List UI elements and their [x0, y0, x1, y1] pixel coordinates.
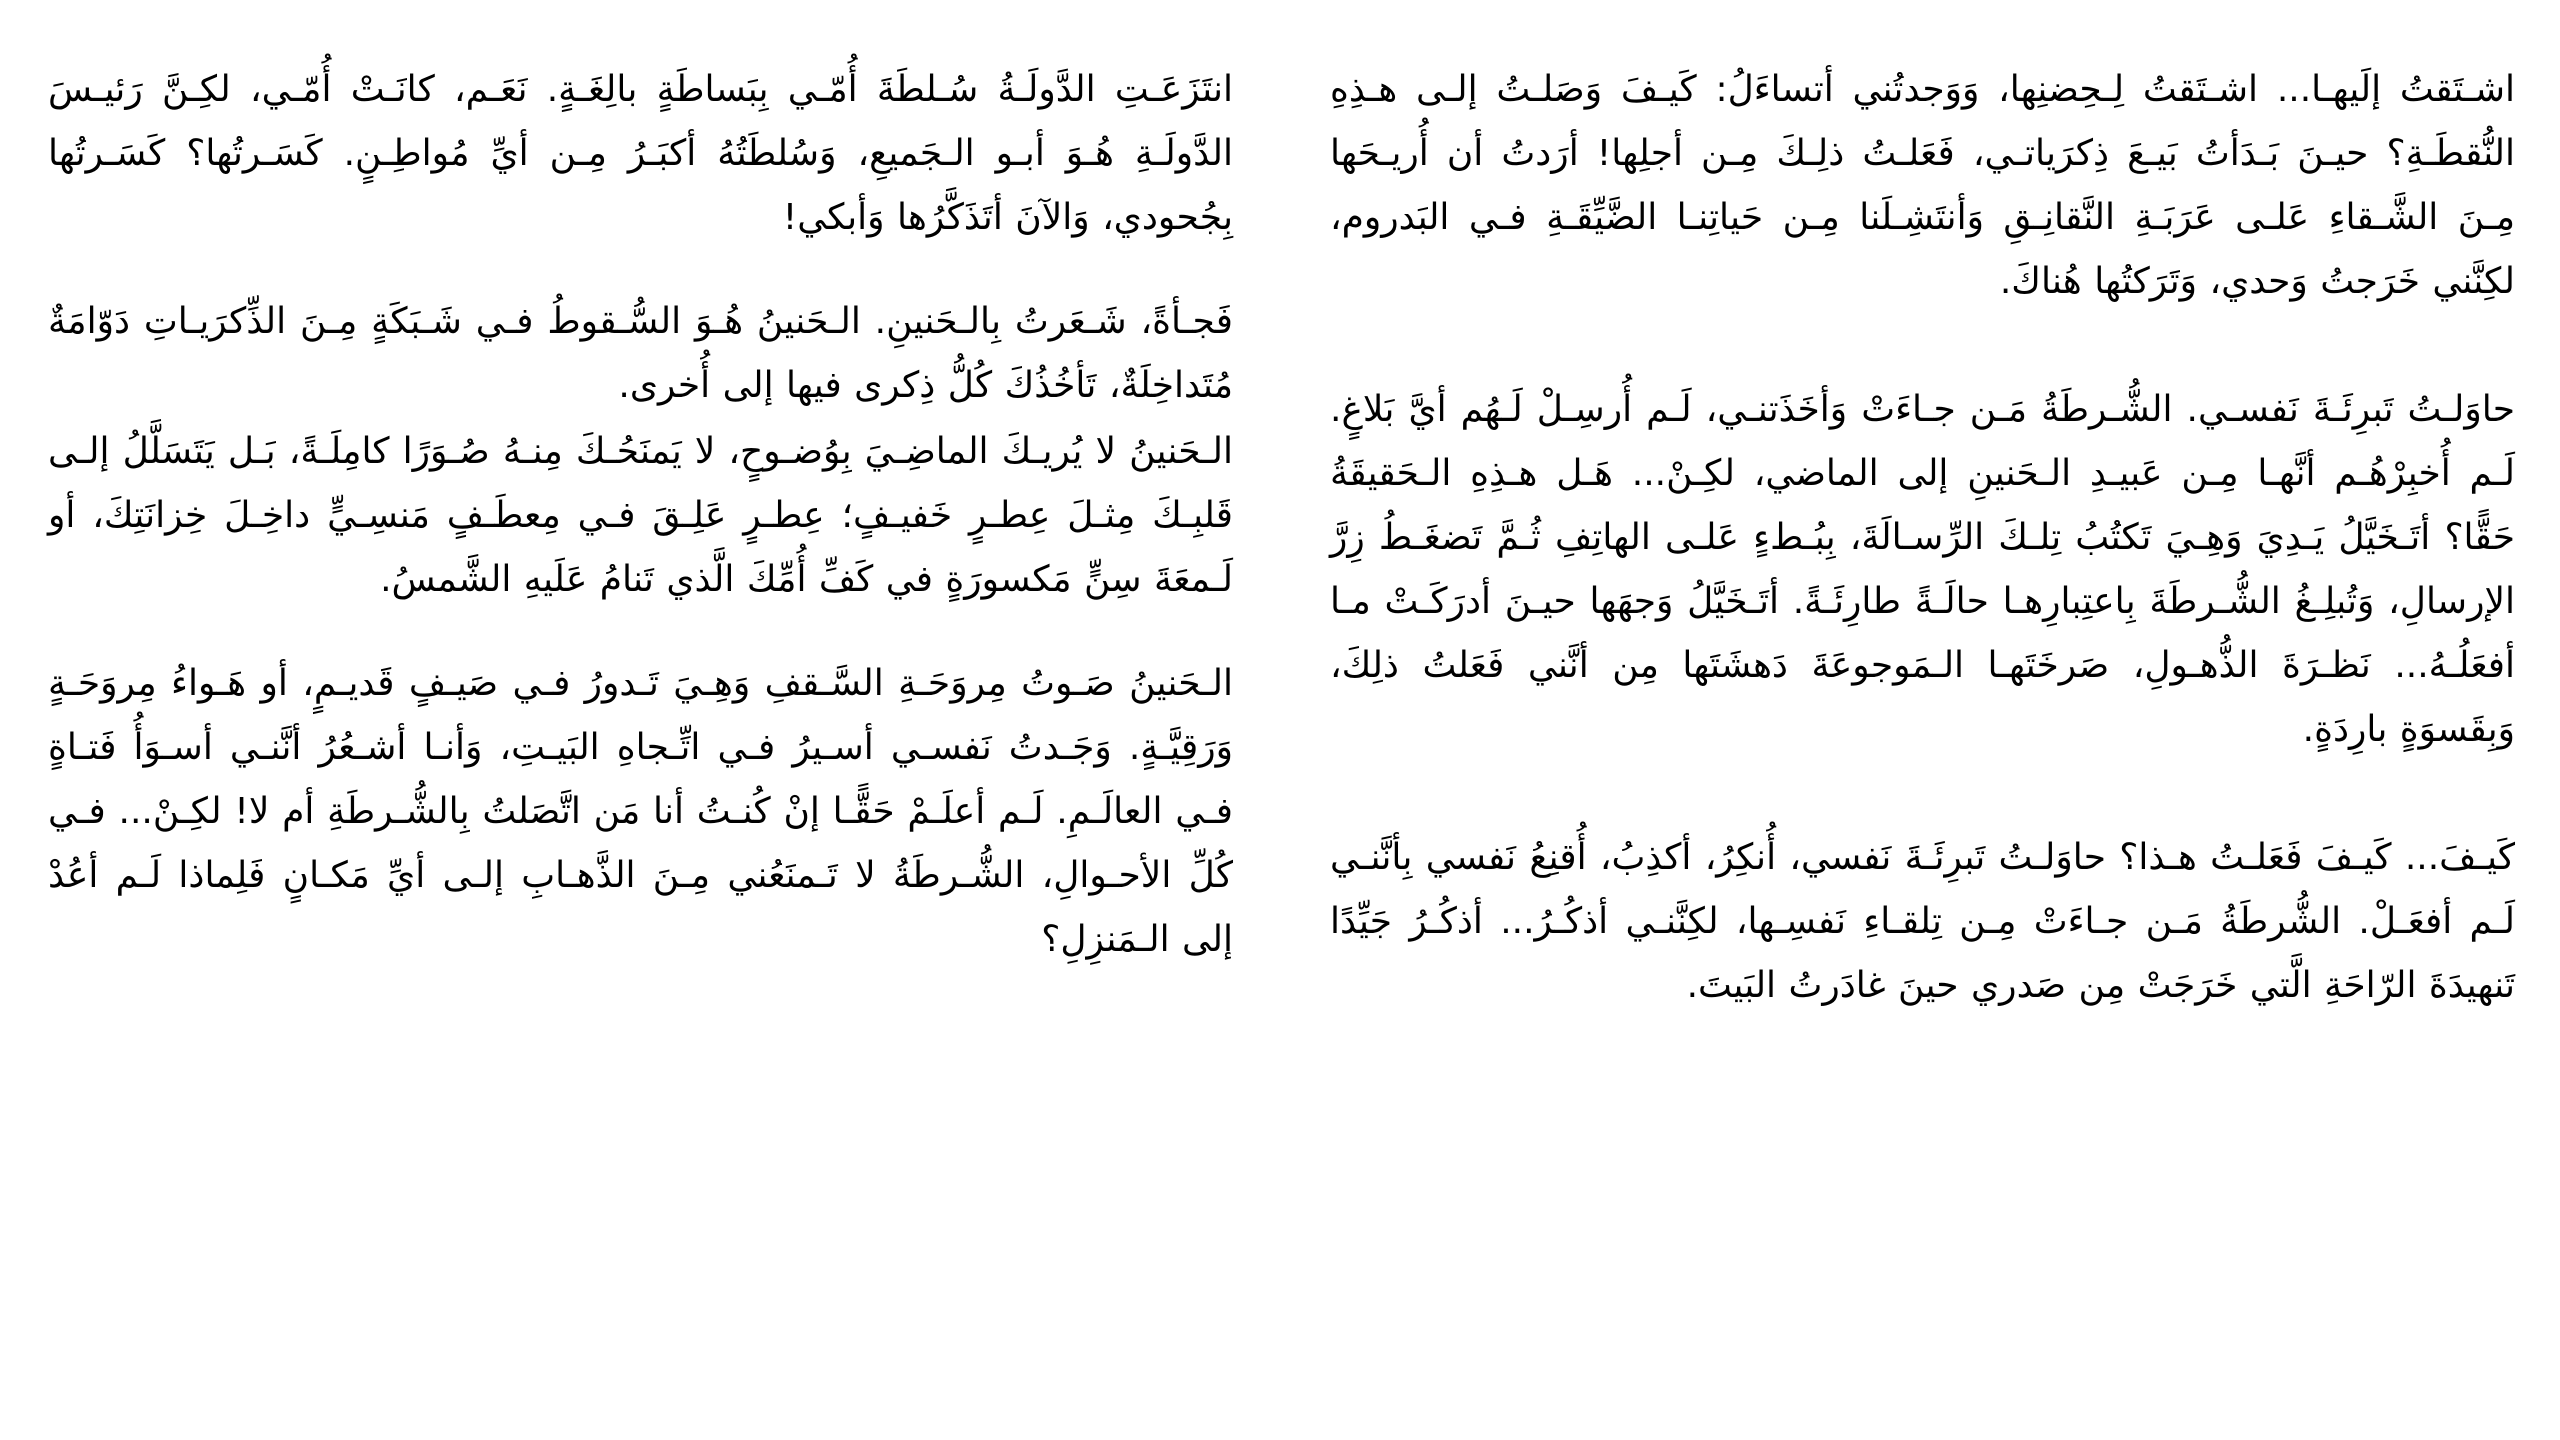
- left-page: [48, 58, 1233, 972]
- right-page: [1330, 58, 2515, 1018]
- paragraph: حاوَلـتُ تَبرِئَـةَ نَفسـي. الشُّـرطَةُ مَـن جـاءَتْ وَأخَذَتنـي، لَـم أُرسِـلْ لَـهُم أيَّ بَلاغٍ. لَـم أُخبِرْهُـم أنَّهـا مِـن عَبيـدِ الـحَنينِ إلى الماضي، لكِـنْ... هَـل هـذِهِ الـحَقيقَةُ حَقًّا؟ أتَـخَيَّلُ يَـدِيَ وَهِـيَ تَكتُبُ تِلـكَ الرِّسـالَةَ، بِبُـطءٍ عَلـى الهاتِفِ ثُـمَّ تَضغَـطُ زِرَّ الإرسالِ، وَتُبلِـغُ الشُّـرطَةَ بِاعتِبارِهـا حالَـةً طارِئَـةً. أتَـخَيَّلُ وَجهَها حيـنَ أدرَكَـتْ مـا أفعَلُـهُ... نَظـرَةَ الذُّهـولِ، صَرخَتَهـا الـمَوجوعَةَ دَهشَتَها مِن أنَّني فَعَلتُ ذلِكَ، وَبِقَسوَةٍ بارِدَةٍ.: [1330, 389, 2515, 750]
- paragraph: اشـتَقتُ إلَيهـا... اشـتَقتُ لِـحِضنِها، وَوَجدتُني أتساءَلُ: كَيـفَ وَصَلـتُ إلـى هـذِهِ النُّقطَـةِ؟ حيـنَ بَـدَأتُ بَيـعَ ذِكرَياتـي، فَعَلـتُ ذلِـكَ مِـن أجلِها! أرَدتُ أن أُريـحَها مِـنَ الشَّـقاءِ عَلـى عَرَبَـةِ النَّقانِـقِ وَأنتَشِـلَنا مِـن حَياتِنـا الضَّيِّقَـةِ فـي البَدروم، لكِنَّني خَرَجتُ وَحدي، وَتَرَكتُها هُناكَ.: [1330, 69, 2515, 302]
- paragraph: انتَزَعَـتِ الدَّولَـةُ سُـلطَةَ أُمّـي بِبَساطَةٍ بالِغَـةٍ. نَعَـم، كانَـتْ أُمّـي، لكِـنَّ رَئيـسَ الدَّولَـةِ هُـوَ أبـو الـجَميعِ، وَسُلطَتُهُ أكبَـرُ مِـن أيِّ مُواطِـنٍ. كَسَـرتُها؟ كَسَـرتُها بِجُحودي، وَالآنَ أتَذَكَّرُها وَأبكي!: [48, 69, 1233, 238]
- paragraph: فَجـأةً، شَـعَرتُ بِالـحَنينِ. الـحَنينُ هُـوَ السُّـقوطُ فـي شَـبَكَةٍ مِـنَ الذِّكرَيـاتِ دَوّامَةٌ مُتَداخِلَةٌ، تَأخُذُكَ كُلُّ ذِكرى فيها إلى أُخرى.: [48, 301, 1233, 406]
- paragraph: الـحَنينُ لا يُريـكَ الماضِـيَ بِوُضـوحٍ، لا يَمنَحُـكَ مِنـهُ صُـوَرًا كامِلَـةً، بَـل يَتَسَلَّلُ إلـى قَلبِـكَ مِثـلَ عِطـرٍ خَفيـفٍ؛ عِطـرٍ عَلِـقَ فـي مِعطَـفٍ مَنسِـيٍّ داخِـلَ خِزانَتِكَ، أو لَـمعَةَ سِنٍّ مَكسورَةٍ في كَفِّ أُمِّكَ الَّذي تَنامُ عَلَيهِ الشَّمسُ.: [48, 431, 1233, 600]
- paragraph: كَيـفَ... كَيـفَ فَعَلـتُ هـذا؟ حاوَلـتُ تَبرِئَـةَ نَفسي، أُنكِرُ، أكذِبُ، أُقنِعُ نَفسي بِأنَّنـي لَـم أفعَـلْ. الشُّرطَةُ مَـن جـاءَتْ مِـن تِلقـاءِ نَفسِـها، لكِنَّنـي أذكُـرُ... أذكُـرُ جَيِّدًا تَنهيدَةَ الرّاحَةِ الَّتي خَرَجَتْ مِن صَدري حينَ غادَرتُ البَيتَ.: [1330, 837, 2515, 1006]
- paragraph: الـحَنينُ صَـوتُ مِروَحَـةِ السَّـقفِ وَهِـيَ تَـدورُ فـي صَيـفٍ قَديـمٍ، أو هَـواءُ مِروَحَـةٍ وَرَقِيَّـةٍ. وَجَـدتُ نَفسـي أسـيرُ فـي اتِّـجاهِ البَيـتِ، وَأنـا أشـعُرُ أنَّنـي أسـوَأُ فَتـاةٍ فـي العالَـمِ. لَـم أعلَـمْ حَقًّـا إنْ كُنـتُ أنا مَن اتَّصَلتُ بِالشُّـرطَةِ أم لا! لكِـنْ... فـي كُلِّ الأحـوالِ، الشُّـرطَةُ لا تَـمنَعُني مِـنَ الذَّهـابِ إلـى أيِّ مَكـانٍ فَلِماذا لَـم أعُدْ إلى الـمَنزِلِ؟: [48, 663, 1233, 960]
